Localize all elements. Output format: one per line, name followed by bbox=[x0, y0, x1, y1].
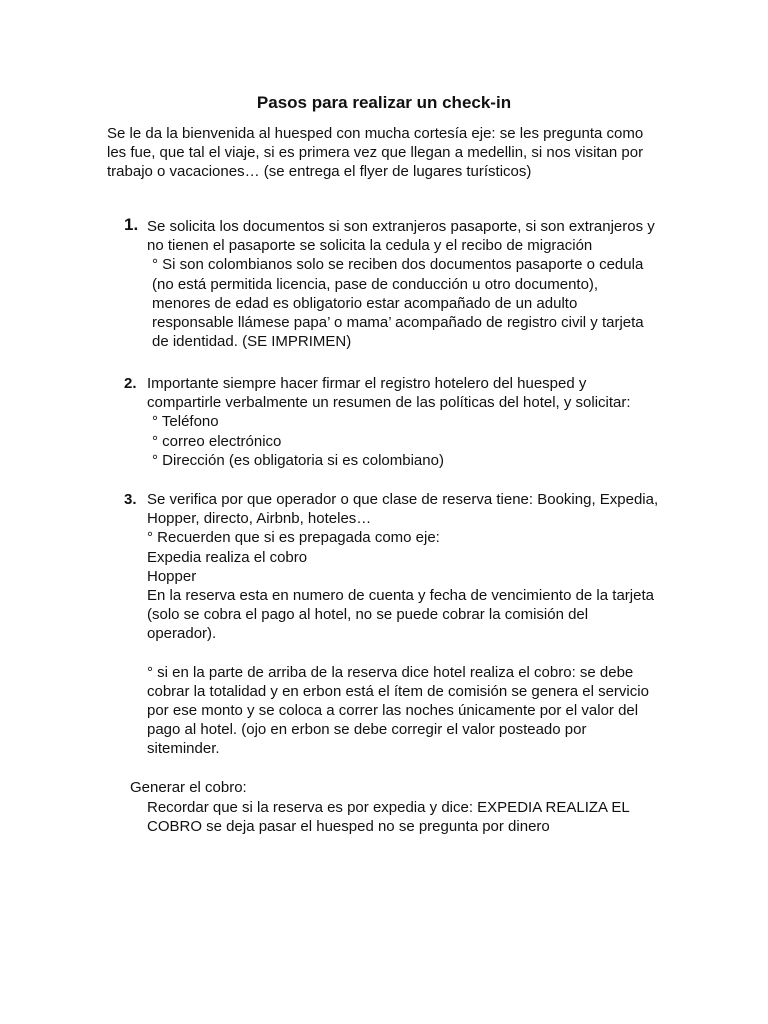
step-3-extra-line: siteminder. bbox=[147, 740, 220, 758]
generar-cobro-heading: Generar el cobro: bbox=[130, 779, 247, 796]
generar-line: Recordar que si la reserva es por expedia y dice: EXPEDIA REALIZA EL bbox=[147, 799, 630, 816]
step-3-line: Se verifica por que operador o que clase de reserva tiene: Booking, Expedia, bbox=[147, 491, 659, 508]
spacer bbox=[147, 644, 677, 663]
step-3-line: ° Recuerden que si es prepagada como eje: bbox=[147, 529, 440, 547]
page-title: Pasos para realizar un check-in bbox=[256, 93, 512, 112]
step-2-sublist bbox=[147, 412, 677, 470]
step-2-number: 2. bbox=[124, 375, 137, 392]
step-3-extra-line: cobrar la totalidad y en erbon está el ítem de comisión se genera el servicio bbox=[147, 682, 649, 700]
step-2-sub-line: ° Teléfono bbox=[152, 413, 219, 431]
intro-paragraph bbox=[107, 124, 667, 182]
step-1-number: 1. bbox=[124, 215, 139, 234]
step-2 bbox=[147, 374, 677, 470]
step-3-line: En la reserva esta en numero de cuenta y fecha de vencimiento de la tarjeta bbox=[147, 587, 654, 605]
step-1-sub-line: responsable llámese papa’ o mama’ acompañado de registro civil y tarjeta bbox=[152, 314, 644, 332]
step-3-extra-line: pago al hotel. (ojo en erbon se debe corregir el valor posteado por bbox=[147, 721, 587, 739]
step-3-number: 3. bbox=[124, 491, 137, 508]
generar-cobro-body bbox=[147, 798, 630, 836]
step-2-line: Importante siempre hacer firmar el registro hotelero del huesped y bbox=[147, 375, 587, 392]
step-3-extra-line: ° si en la parte de arriba de la reserva dice hotel realiza el cobro: se debe bbox=[147, 663, 634, 681]
step-1-sub-line: ° Si son colombianos solo se reciben dos documentos pasaporte o cedula bbox=[152, 256, 644, 274]
step-1-sub-line: de identidad. (SE IMPRIMEN) bbox=[152, 333, 352, 351]
generar-line: COBRO se deja pasar el huesped no se pregunta por dinero bbox=[147, 818, 550, 836]
step-1-sub-line: (no está permitida licencia, pase de conducción u otro documento), bbox=[152, 275, 599, 293]
step-1-line: no tienen el pasaporte se solicita la cedula y el recibo de migración bbox=[147, 237, 593, 255]
step-3-line: (solo se cobra el pago al hotel, no se puede cobrar la comisión del bbox=[147, 606, 589, 624]
step-2-sub-line: ° Dirección (es obligatoria si es colombiano) bbox=[152, 451, 444, 469]
step-3-line: Hopper, directo, Airbnb, hoteles… bbox=[147, 510, 372, 528]
intro-line: trabajo o vacaciones… (se entrega el flyer de lugares turísticos) bbox=[107, 163, 532, 181]
step-1-line: Se solicita los documentos si son extranjeros pasaporte, si son extranjeros y bbox=[147, 218, 655, 235]
step-1-sublist bbox=[147, 255, 677, 351]
step-3-line: Expedia realiza el cobro bbox=[147, 548, 308, 566]
step-1-sub-line: menores de edad es obligatorio estar acompañado de un adulto bbox=[152, 294, 578, 312]
step-3-line: operador). bbox=[147, 625, 217, 643]
step-3-extra-line: por ese monto y se coloca a correr las noches únicamente por el valor del bbox=[147, 702, 639, 720]
step-3-line: Hopper bbox=[147, 567, 197, 585]
step-1 bbox=[147, 217, 677, 351]
intro-line: Se le da la bienvenida al huesped con mucha cortesía eje: se les pregunta como bbox=[107, 125, 644, 142]
intro-line: les fue, que tal el viaje, si es primera vez que llegan a medellin, si nos visitan por bbox=[107, 144, 644, 162]
step-2-sub-line: ° correo electrónico bbox=[152, 432, 282, 450]
step-2-line: compartirle verbalmente un resumen de las políticas del hotel, y solicitar: bbox=[147, 394, 631, 412]
step-3 bbox=[147, 490, 677, 759]
